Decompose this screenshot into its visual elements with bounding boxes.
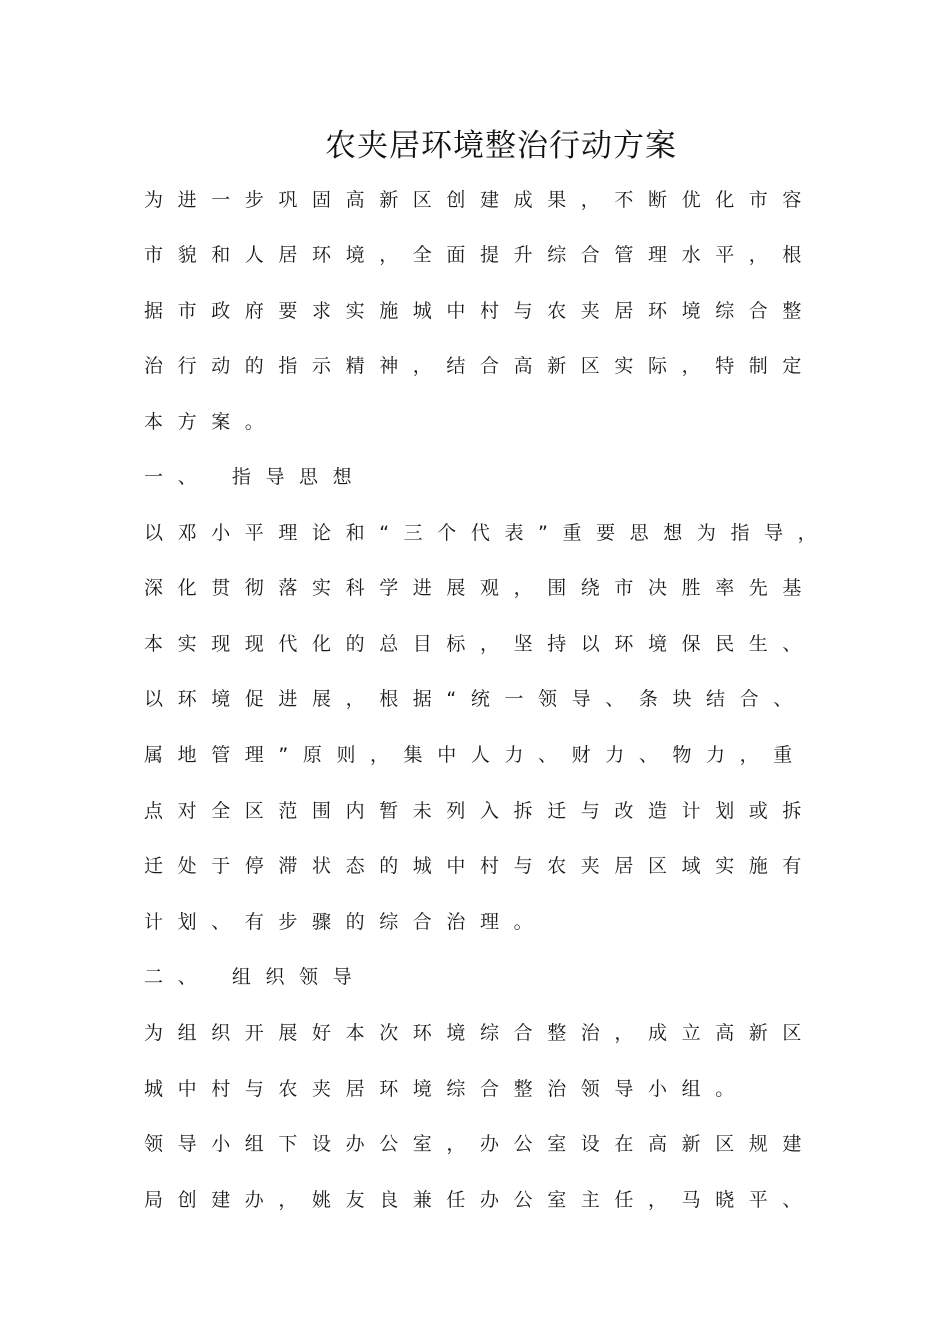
body-line: 本实现现代化的总目标，坚持以环境保民生、	[144, 633, 817, 655]
section-heading: 一、 指导思想	[144, 466, 367, 488]
body-line: 本方案。	[144, 411, 279, 433]
body-line: 为进一步巩固高新区创建成果，不断优化市容	[144, 189, 817, 211]
body-line: 点对全区范围内暂未列入拆迁与改造计划或拆	[144, 800, 817, 822]
body-line: 以邓小平理论和“三个代表”重要思想为指导，	[144, 522, 832, 544]
document-title: 农夹居环境整治行动方案	[325, 128, 677, 164]
body-line: 以环境促进展，根据“统一领导、条块结合、	[144, 688, 807, 710]
body-line: 深化贯彻落实科学进展观，围绕市决胜率先基	[144, 577, 817, 599]
body-line: 领导小组下设办公室，办公室设在高新区规建	[144, 1133, 817, 1155]
body-line: 局创建办，姚友良兼任办公室主任，马晓平、	[144, 1189, 817, 1211]
body-line: 计划、有步骤的综合治理。	[144, 911, 548, 933]
body-line: 为组织开展好本次环境综合整治，成立高新区	[144, 1022, 817, 1044]
body-line: 治行动的指示精神，结合高新区实际，特制定	[144, 355, 817, 377]
body-line: 属地管理”原则，集中人力、财力、物力，重	[144, 744, 807, 766]
body-line: 城中村与农夹居环境综合整治领导小组。	[144, 1078, 749, 1100]
body-line: 迁处于停滞状态的城中村与农夹居区域实施有	[144, 855, 817, 877]
section-heading: 二、 组织领导	[144, 966, 367, 988]
body-line: 市貌和人居环境，全面提升综合管理水平，根	[144, 244, 817, 266]
body-line: 据市政府要求实施城中村与农夹居环境综合整	[144, 300, 817, 322]
